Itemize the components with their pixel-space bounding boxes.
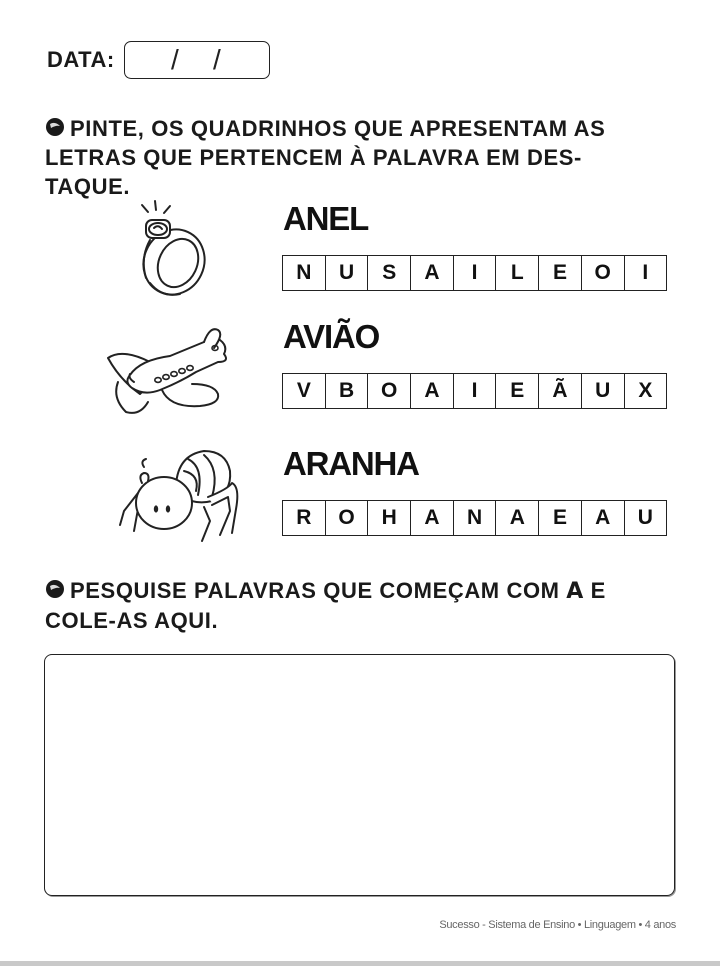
instruction-line: COLE-AS AQUI. (45, 608, 219, 633)
letter-cell[interactable]: I (454, 255, 497, 291)
bullet-icon (45, 117, 65, 137)
date-separator: / (171, 44, 179, 75)
spider-icon (112, 445, 244, 547)
bullet-icon (45, 579, 65, 599)
letter-cell[interactable]: N (454, 500, 497, 536)
letter-cell[interactable]: N (283, 255, 326, 291)
page-bottom-divider (0, 961, 720, 966)
letter-cell[interactable]: A (411, 255, 454, 291)
airplane-icon (100, 320, 235, 420)
instruction-line: TAQUE. (45, 174, 131, 199)
letter-cell[interactable]: B (326, 373, 369, 409)
letter-cell[interactable]: R (283, 500, 326, 536)
date-field[interactable] (124, 41, 270, 79)
letter-cell[interactable]: I (454, 373, 497, 409)
target-word: ANEL (283, 200, 369, 237)
letter-grid (282, 500, 667, 536)
instruction-research (45, 576, 695, 635)
target-word: AVIÃO (283, 318, 380, 355)
letter-cell[interactable]: U (625, 500, 668, 536)
paste-area[interactable] (44, 654, 675, 896)
letter-cell[interactable]: S (368, 255, 411, 291)
letter-cell[interactable]: A (411, 500, 454, 536)
letter-cell[interactable]: L (496, 255, 539, 291)
letter-cell[interactable]: O (582, 255, 625, 291)
instruction-line: PESQUISE PALAVRAS QUE COMEÇAM COM (70, 578, 560, 603)
letter-cell[interactable]: A (582, 500, 625, 536)
instruction-line-end: E (590, 578, 606, 603)
letter-cell[interactable]: A (411, 373, 454, 409)
letter-cell[interactable]: Ã (539, 373, 582, 409)
letter-cell[interactable]: E (539, 500, 582, 536)
letter-cell[interactable]: X (625, 373, 668, 409)
letter-cell[interactable]: E (496, 373, 539, 409)
page-footer: Sucesso - Sistema de Ensino • Linguagem • 4 anos (439, 919, 676, 931)
instruction-paint (45, 114, 695, 201)
letter-grid (282, 373, 667, 409)
letter-cell[interactable]: O (368, 373, 411, 409)
letter-cell[interactable]: V (283, 373, 326, 409)
ring-icon (130, 198, 220, 300)
letter-cell[interactable]: H (368, 500, 411, 536)
target-word: ARANHA (283, 445, 419, 482)
date-label: DATA: (47, 47, 115, 72)
letter-grid (282, 255, 667, 291)
letter-cell[interactable]: O (326, 500, 369, 536)
instruction-line: PINTE, OS QUADRINHOS QUE APRESENTAM AS (70, 116, 606, 141)
letter-cell[interactable]: I (625, 255, 668, 291)
date-separator: / (213, 44, 221, 75)
letter-cell[interactable]: U (582, 373, 625, 409)
letter-cell[interactable]: E (539, 255, 582, 291)
instruction-line: LETRAS QUE PERTENCEM À PALAVRA EM DES- (45, 145, 582, 170)
letter-cell[interactable]: A (496, 500, 539, 536)
letter-cell[interactable]: U (326, 255, 369, 291)
highlight-letter: A (566, 579, 584, 604)
